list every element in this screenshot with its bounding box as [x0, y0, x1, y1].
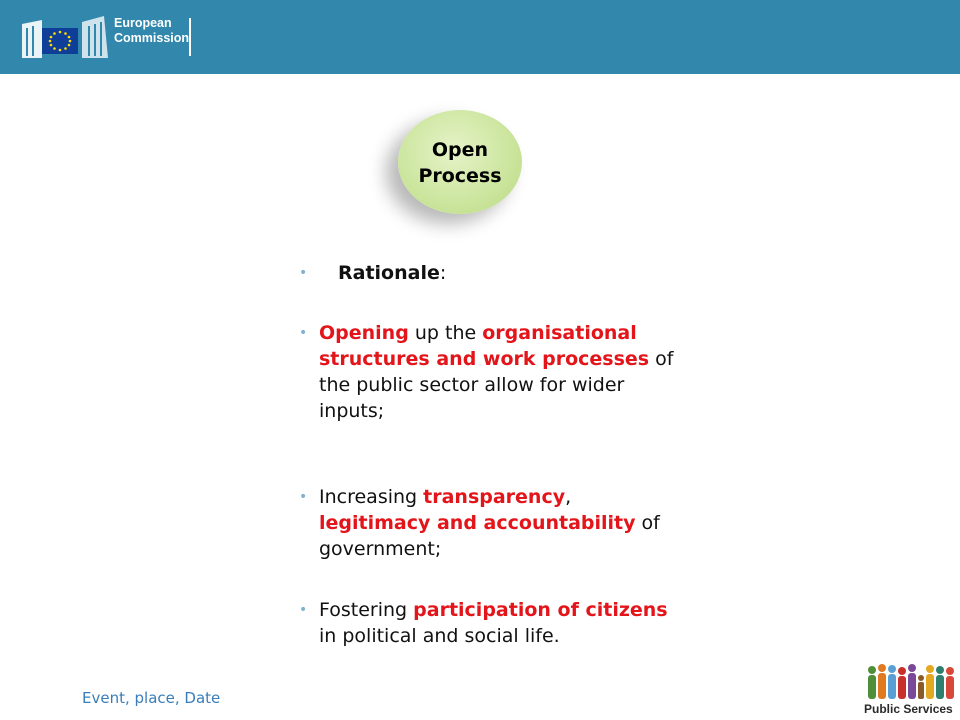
bubble-title — [398, 137, 522, 189]
header-bar — [0, 0, 960, 74]
logo-separator — [189, 18, 191, 56]
org-line-2: Commission — [114, 31, 190, 45]
highlight-text: transparency — [423, 486, 566, 508]
rationale-colon: : — [439, 262, 447, 284]
bullet-text — [319, 320, 679, 424]
open-process-bubble — [398, 110, 522, 214]
plain-text: of the public sector allow for wider inputs; — [319, 348, 674, 422]
bullet-icon: • — [299, 325, 308, 341]
rationale-label: Rationale — [338, 262, 440, 284]
highlight-text: participation of citizens — [413, 599, 668, 621]
organisation-name — [114, 16, 189, 46]
rationale-heading — [338, 260, 698, 286]
plain-text: Fostering — [319, 599, 414, 621]
bubble-line-2: Process — [418, 165, 502, 187]
org-line-1: European — [114, 16, 172, 30]
plain-text: , — [565, 486, 572, 508]
highlight-text: organisational structures and work processes — [319, 322, 650, 370]
plain-text: in political and social life. — [319, 625, 560, 647]
event-place-date: Event, place, Date — [82, 689, 221, 707]
bullet-text — [319, 484, 679, 562]
bullet-text — [319, 597, 679, 649]
plain-text: Increasing — [319, 486, 424, 508]
bullet-icon: • — [299, 265, 308, 281]
plain-text: of government; — [319, 512, 660, 560]
highlight-text: Opening — [319, 322, 409, 344]
plain-text: up the — [408, 322, 483, 344]
bubble-line-1: Open — [431, 139, 489, 161]
public-services-label: Public Services — [864, 702, 953, 716]
highlight-text: legitimacy and accountability — [319, 512, 636, 534]
bullet-icon: • — [299, 602, 308, 618]
bullet-icon: • — [299, 489, 308, 505]
